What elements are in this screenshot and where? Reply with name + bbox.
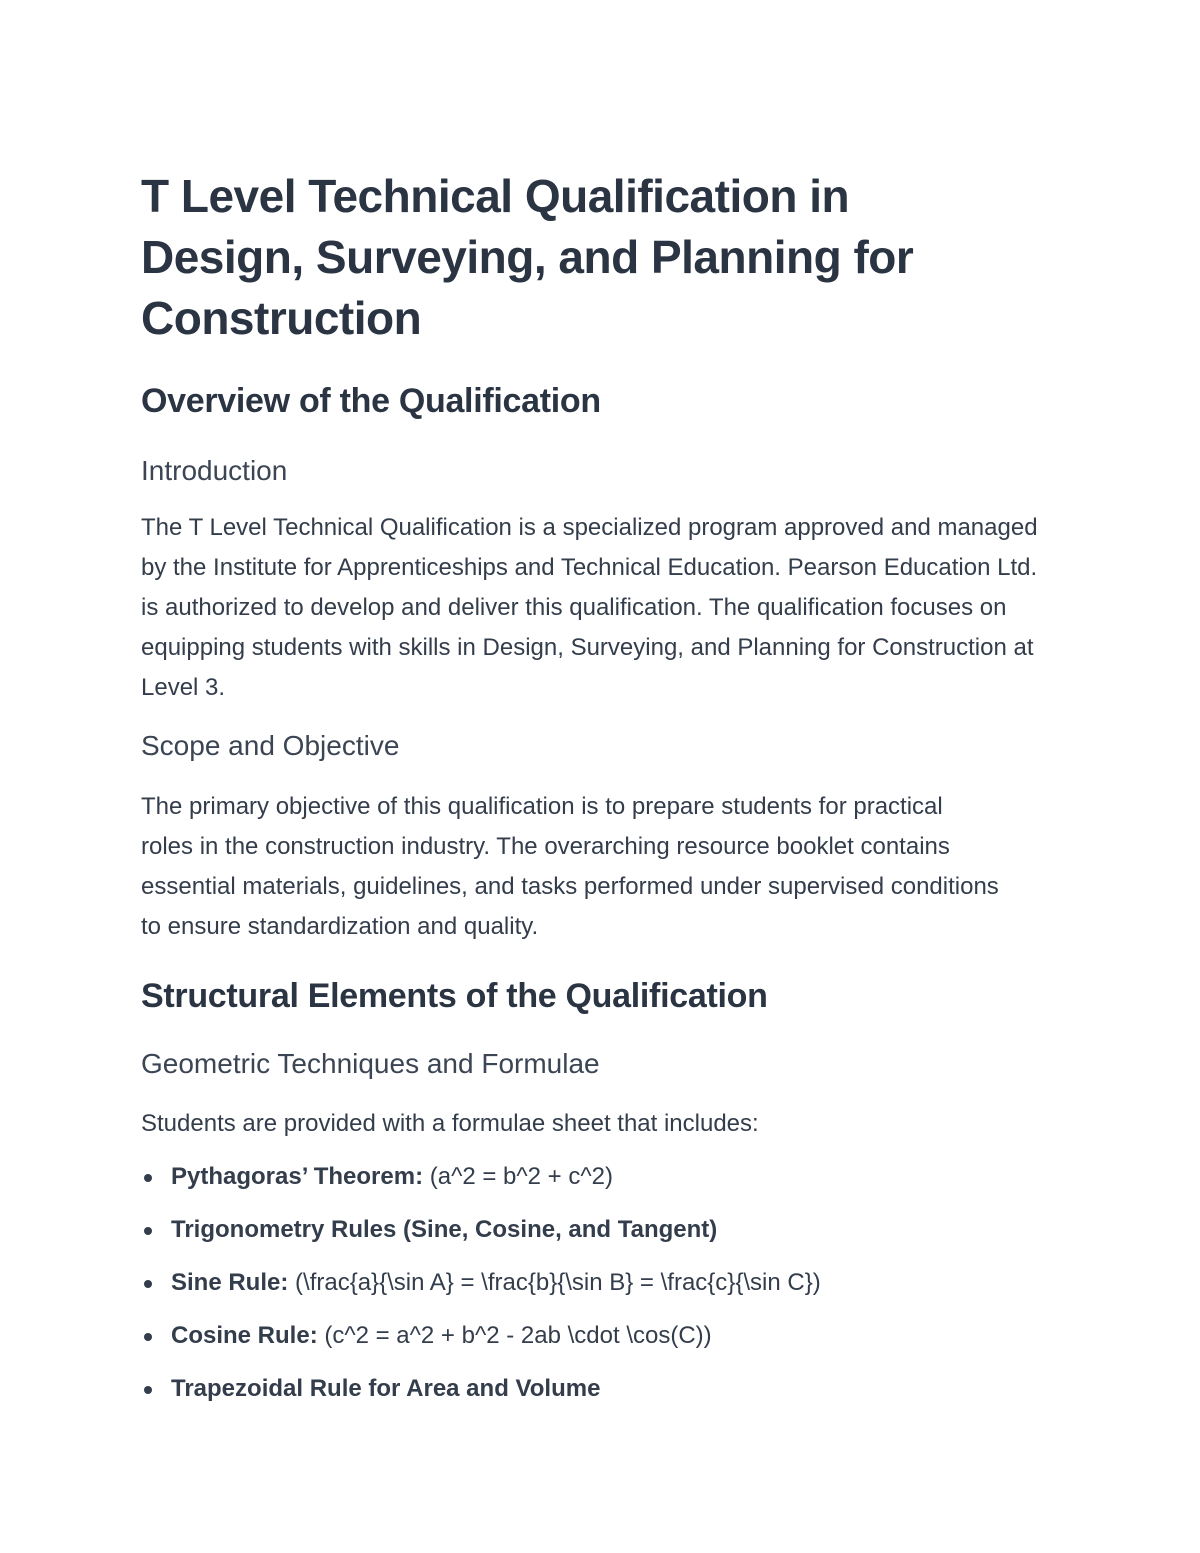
scope-paragraph: The primary objective of this qualification is to prepare students for practical roles in the construction industry. The overarching resource booklet contains essential materials, guidelines, and tasks performed under supervised conditions to ensure standardization and quality. xyxy=(141,793,999,940)
list-item-term: Trapezoidal Rule for Area and Volume xyxy=(171,1375,601,1402)
bullet-icon xyxy=(144,1280,152,1288)
document-title: T Level Technical Qualification in Design, Surveying, and Planning for Construction xyxy=(141,170,914,344)
bullet-icon xyxy=(144,1227,152,1235)
list-item-detail: (a^2 = b^2 + c^2) xyxy=(423,1163,613,1190)
list-item xyxy=(141,1316,821,1369)
introduction-paragraph: The T Level Technical Qualification is a specialized program approved and managed by the Institute for Apprenticeships and Technical Education. Pearson Education Ltd. is authorized to develop and deliver this qualification. The qualification focuses on equipping students with skills in Design, Surveying, and Planning for Construction at Level 3. xyxy=(141,514,1038,701)
list-item-term: Sine Rule: xyxy=(171,1269,289,1296)
list-item-term: Cosine Rule: xyxy=(171,1322,318,1349)
bullet-icon xyxy=(144,1174,152,1182)
bullet-icon xyxy=(144,1333,152,1341)
bullet-icon xyxy=(144,1386,152,1394)
list-item-term: Trigonometry Rules (Sine, Cosine, and Tangent) xyxy=(171,1216,718,1243)
list-item xyxy=(141,1369,821,1422)
list-item-detail: (\frac{a}{\sin A} = \frac{b}{\sin B} = \frac{c}{\sin C}) xyxy=(288,1269,821,1296)
list-item xyxy=(141,1263,821,1316)
formulae-list xyxy=(141,1157,821,1422)
list-item-term: Pythagoras’ Theorem: xyxy=(171,1163,424,1190)
list-item-detail: (c^2 = a^2 + b^2 - 2ab \cdot \cos(C)) xyxy=(317,1322,712,1349)
subsection-heading-introduction: Introduction xyxy=(141,455,288,486)
formulae-intro-paragraph: Students are provided with a formulae sheet that includes: xyxy=(141,1110,759,1137)
subsection-heading-geometric: Geometric Techniques and Formulae xyxy=(141,1048,600,1079)
section-heading-structural: Structural Elements of the Qualification xyxy=(141,977,768,1015)
list-item xyxy=(141,1210,821,1263)
section-heading-overview: Overview of the Qualification xyxy=(141,382,601,420)
list-item xyxy=(141,1157,821,1210)
subsection-heading-scope: Scope and Objective xyxy=(141,730,400,761)
